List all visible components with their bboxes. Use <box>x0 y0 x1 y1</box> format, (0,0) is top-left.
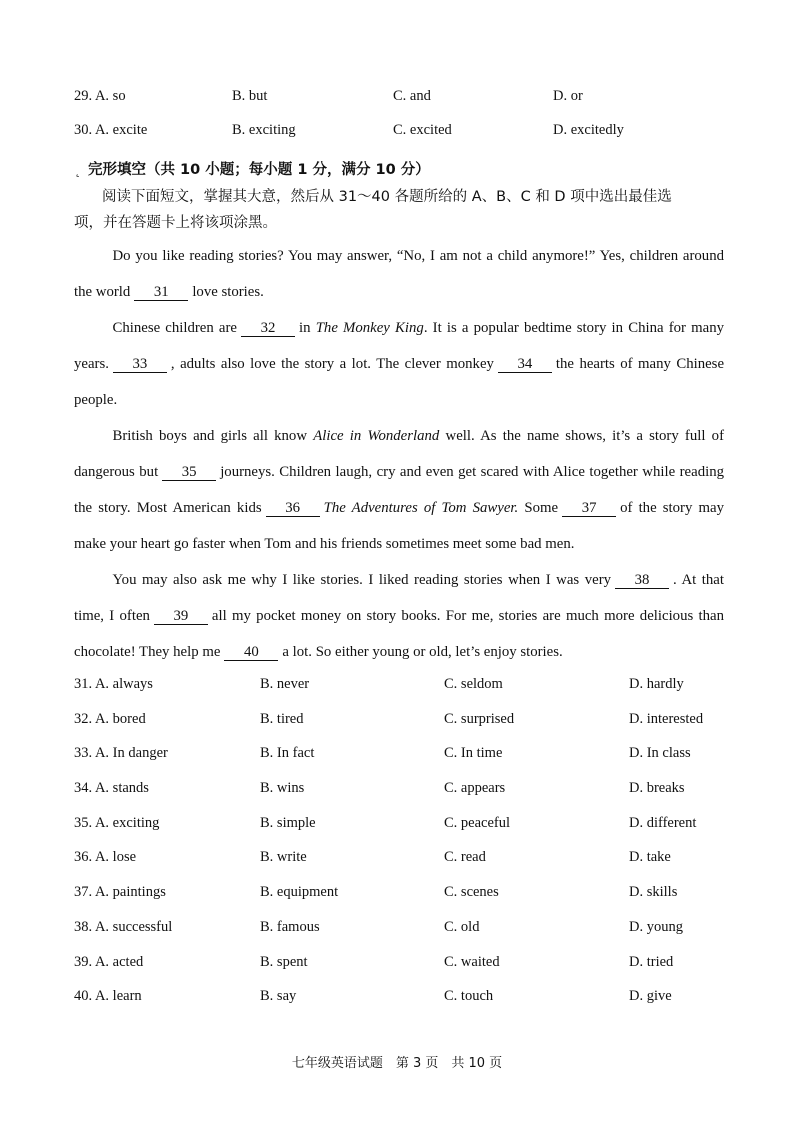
option-d: D. In class <box>629 745 691 761</box>
option-c: C. read <box>444 849 486 865</box>
section-instruction-line1: 阅读下面短文，掌握其大意，然后从 31～40 各题所给的 A、B、C 和 D 项中选出最佳选 <box>102 189 672 205</box>
blank-31: 31 <box>134 284 188 301</box>
option-row-34 <box>0 780 794 802</box>
option-b: B. say <box>260 988 297 1004</box>
book-title: Alice in Wonderland <box>313 428 440 444</box>
option-row-37 <box>0 884 794 906</box>
blank-33: 33 <box>113 356 167 373</box>
option-d: D. different <box>629 815 697 831</box>
option-d: D. hardly <box>629 676 684 692</box>
passage-paragraph-4: You may also ask me why I like stories. I liked reading stories when I was very 38 . At that time, I often 39 all my pocket money on story books. For me, stories are much more delicious than chocolate! They help me 40 a lot. So either young or old, let’s enjoy stories. <box>74 572 724 660</box>
option-b: B. simple <box>260 815 316 831</box>
option-b: B. famous <box>260 919 320 935</box>
option-a: 31. A. always <box>74 676 153 692</box>
option-a: 38. A. successful <box>74 919 173 935</box>
option-c: C. surprised <box>444 711 515 727</box>
option-a: 37. A. paintings <box>74 884 166 900</box>
option-a: 30. A. excite <box>74 122 148 138</box>
option-b: B. In fact <box>260 745 315 761</box>
option-c: C. waited <box>444 954 500 970</box>
option-c: C. peaceful <box>444 815 511 831</box>
blank-37: 37 <box>562 500 616 517</box>
option-row-31 <box>0 676 794 698</box>
option-row-40 <box>0 988 794 1010</box>
blank-32: 32 <box>241 320 295 337</box>
option-a: 36. A. lose <box>74 849 137 865</box>
option-a: 29. A. so <box>74 88 126 104</box>
option-a: 35. A. exciting <box>74 815 160 831</box>
option-c: C. In time <box>444 745 503 761</box>
option-b: B. but <box>232 88 268 104</box>
section-title: 完形填空（共 10 小题；每小题 1 分，满分 10 分） <box>88 162 430 178</box>
blank-35: 35 <box>162 464 216 481</box>
option-row-35 <box>0 815 794 837</box>
option-b: B. never <box>260 676 310 692</box>
option-d: D. breaks <box>629 780 685 796</box>
blank-34: 34 <box>498 356 552 373</box>
option-c: C. touch <box>444 988 494 1004</box>
option-a: 34. A. stands <box>74 780 149 796</box>
book-title: The Monkey King <box>315 320 424 336</box>
option-d: D. or <box>553 88 583 104</box>
option-d: D. take <box>629 849 671 865</box>
option-row-33 <box>0 745 794 767</box>
option-d: D. tried <box>629 954 674 970</box>
option-row-30 <box>0 122 794 144</box>
option-d: D. give <box>629 988 672 1004</box>
option-a: 40. A. learn <box>74 988 142 1004</box>
option-b: B. exciting <box>232 122 296 138</box>
option-b: B. equipment <box>260 884 339 900</box>
passage-paragraph-3: British boys and girls all know Alice in Wonderland well. As the name shows, it’s a story full of dangerous but 35 journeys. Children laugh, cry and even get scared with Alice together while reading the story. Most American kids 36 The Adventures of Tom Sawyer. Some 37 of the story may make your heart go faster when Tom and his friends sometimes meet some bad men. <box>74 428 725 552</box>
option-b: B. write <box>260 849 307 865</box>
option-a: 32. A. bored <box>74 711 146 727</box>
option-row-32 <box>0 711 794 733</box>
option-c: C. old <box>444 919 480 935</box>
section-heading <box>74 158 430 179</box>
option-c: C. excited <box>393 122 452 138</box>
blank-40: 40 <box>224 644 278 661</box>
option-row-39 <box>0 954 794 976</box>
option-row-36 <box>0 849 794 871</box>
blank-38: 38 <box>615 572 669 589</box>
option-d: D. young <box>629 919 683 935</box>
option-b: B. spent <box>260 954 308 970</box>
page-footer: 七年级英语试题 第 3 页 共 10 页 <box>291 1056 503 1071</box>
section-mark-icon: ˛ <box>74 162 82 178</box>
option-d: D. skills <box>629 884 678 900</box>
passage-paragraph-1: Do you like reading stories? You may answer, “No, I am not a child anymore!” Yes, children around the world 31 love stories. <box>74 248 724 300</box>
option-a: 33. A. In danger <box>74 745 168 761</box>
book-title: The Adventures of Tom Sawyer. <box>323 500 519 516</box>
option-b: B. wins <box>260 780 305 796</box>
blank-36: 36 <box>266 500 320 517</box>
section-instruction-line2: 项，并在答题卡上将该项涂黑。 <box>74 215 277 231</box>
option-c: C. appears <box>444 780 506 796</box>
passage-paragraph-2: Chinese children are 32 in The Monkey King. It is a popular bedtime story in China for many years. 33 , adults also love the story a lot. The clever monkey 34 the hearts of many Chinese people. <box>74 320 725 408</box>
passage <box>74 238 724 670</box>
option-row-38 <box>0 919 794 941</box>
option-row-29 <box>0 88 794 110</box>
option-c: C. and <box>393 88 431 104</box>
option-a: 39. A. acted <box>74 954 144 970</box>
blank-39: 39 <box>154 608 208 625</box>
option-d: D. excitedly <box>553 122 624 138</box>
option-c: C. seldom <box>444 676 503 692</box>
option-b: B. tired <box>260 711 304 727</box>
option-d: D. interested <box>629 711 704 727</box>
option-c: C. scenes <box>444 884 499 900</box>
